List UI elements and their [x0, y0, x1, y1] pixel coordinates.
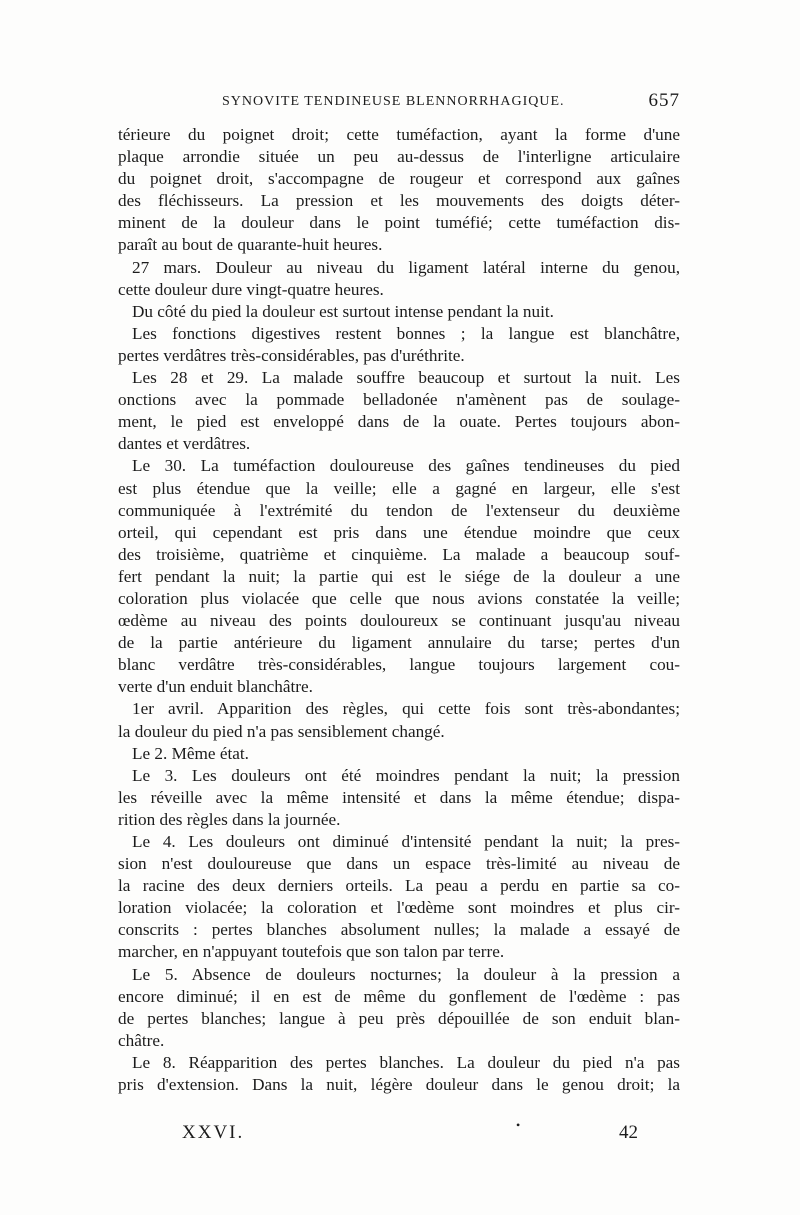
text-line: la racine des deux derniers orteils. La peau a perdu en partie sa co-: [118, 876, 680, 896]
text-line: encore diminué; il en est de même du gonflement de l'œdème : pas: [118, 986, 680, 1006]
text-line: onctions avec la pommade belladonée n'amènent pas de soulage-: [118, 390, 680, 410]
text-line: blanc verdâtre très-considérables, langue toujours largement cou-: [118, 655, 680, 675]
text-line: cette douleur dure vingt-quatre heures.: [118, 279, 384, 299]
text-line: plaque arrondie située un peu au-dessus de l'interligne articulaire: [118, 147, 680, 167]
running-head: [118, 90, 680, 116]
text-line: dantes et verdâtres.: [118, 434, 251, 454]
body-text: [118, 124, 680, 1096]
text-line: 1er avril. Apparition des règles, qui cette fois sont très-abondantes;: [132, 699, 680, 719]
text-line: Le 30. La tuméfaction douloureuse des gaînes tendineuses du pied: [132, 456, 680, 476]
text-line: des troisième, quatrième et cinquième. La malade a beaucoup souf-: [118, 544, 680, 564]
text-line: térieure du poignet droit; cette tuméfaction, ayant la forme d'une: [118, 125, 680, 144]
page-footer: [118, 1118, 680, 1152]
text-line: sion n'est douloureuse que dans un espace très-limité au niveau de: [118, 854, 680, 874]
text-line: des fléchisseurs. La pression et les mouvements des doigts déter-: [118, 191, 680, 211]
text-line: est plus étendue que la veille; elle a gagné en largeur, elle s'est: [118, 478, 680, 498]
text-line: Les fonctions digestives restent bonnes ; la langue est blanchâtre,: [132, 323, 680, 343]
footer-dot: •: [516, 1118, 521, 1132]
text-line: verte d'un enduit blanchâtre.: [118, 677, 313, 697]
text-line: coloration plus violacée que celle que nous avions constatée la veille;: [118, 588, 680, 608]
text-line: Le 4. Les douleurs ont diminué d'intensité pendant la nuit; la pres-: [132, 832, 680, 851]
sheet-number: 42: [619, 1122, 638, 1143]
text-line: pertes verdâtres très-considérables, pas d'uréthrite.: [118, 345, 465, 365]
signature-mark: XXVI.: [182, 1122, 245, 1143]
running-title: SYNOVITE TENDINEUSE BLENNORRHAGIQUE.: [222, 94, 565, 109]
text-line: du poignet droit, s'accompagne de rougeur et correspond aux gaînes: [118, 169, 680, 189]
text-line: communiquée à l'extrémité du tendon de l'extenseur du deuxième: [118, 500, 680, 520]
text-line: Le 3. Les douleurs ont été moindres pendant la nuit; la pression: [132, 765, 680, 785]
text-line: Du côté du pied la douleur est surtout intense pendant la nuit.: [132, 301, 554, 321]
text-line: de la partie antérieure du ligament annulaire du tarse; pertes d'un: [118, 633, 680, 653]
text-line: œdème au niveau des points douloureux se continuant jusqu'au niveau: [118, 611, 680, 631]
text-line: ment, le pied est enveloppé dans de la ouate. Pertes toujours abon-: [118, 412, 680, 432]
text-line: Le 8. Réapparition des pertes blanches. La douleur du pied n'a pas: [132, 1052, 680, 1072]
text-line: les réveille avec la même intensité et dans la même étendue; dispa-: [118, 787, 680, 807]
text-line: châtre.: [118, 1030, 165, 1050]
text-line: 27 mars. Douleur au niveau du ligament latéral interne du genou,: [132, 257, 680, 277]
text-line: loration violacée; la coloration et l'œdème sont moindres et plus cir-: [118, 898, 680, 918]
text-line: conscrits : pertes blanches absolument nulles; la malade a essayé de: [118, 920, 680, 940]
text-line: paraît au bout de quarante-huit heures.: [118, 235, 383, 255]
text-line: Le 5. Absence de douleurs nocturnes; la douleur à la pression a: [132, 964, 680, 984]
text-line: la douleur du pied n'a pas sensiblement changé.: [118, 721, 445, 741]
text-line: orteil, qui cependant est pris dans une étendue moindre que ceux: [118, 522, 680, 542]
text-line: Les 28 et 29. La malade souffre beaucoup et surtout la nuit. Les: [132, 368, 680, 388]
text-line: de pertes blanches; langue à peu près dépouillée de son enduit blan-: [118, 1008, 680, 1028]
text-line: fert pendant la nuit; la partie qui est le siége de la douleur a une: [118, 566, 680, 586]
text-line: marcher, en n'appuyant toutefois que son talon par terre.: [118, 942, 505, 962]
page-number: 657: [648, 90, 680, 111]
text-line: pris d'extension. Dans la nuit, légère douleur dans le genou droit; la: [118, 1075, 680, 1095]
text-line: minent de la douleur dans le point tuméfié; cette tuméfaction dis-: [118, 213, 680, 233]
text-line: Le 2. Même état.: [132, 743, 249, 763]
text-line: rition des règles dans la journée.: [118, 809, 341, 829]
